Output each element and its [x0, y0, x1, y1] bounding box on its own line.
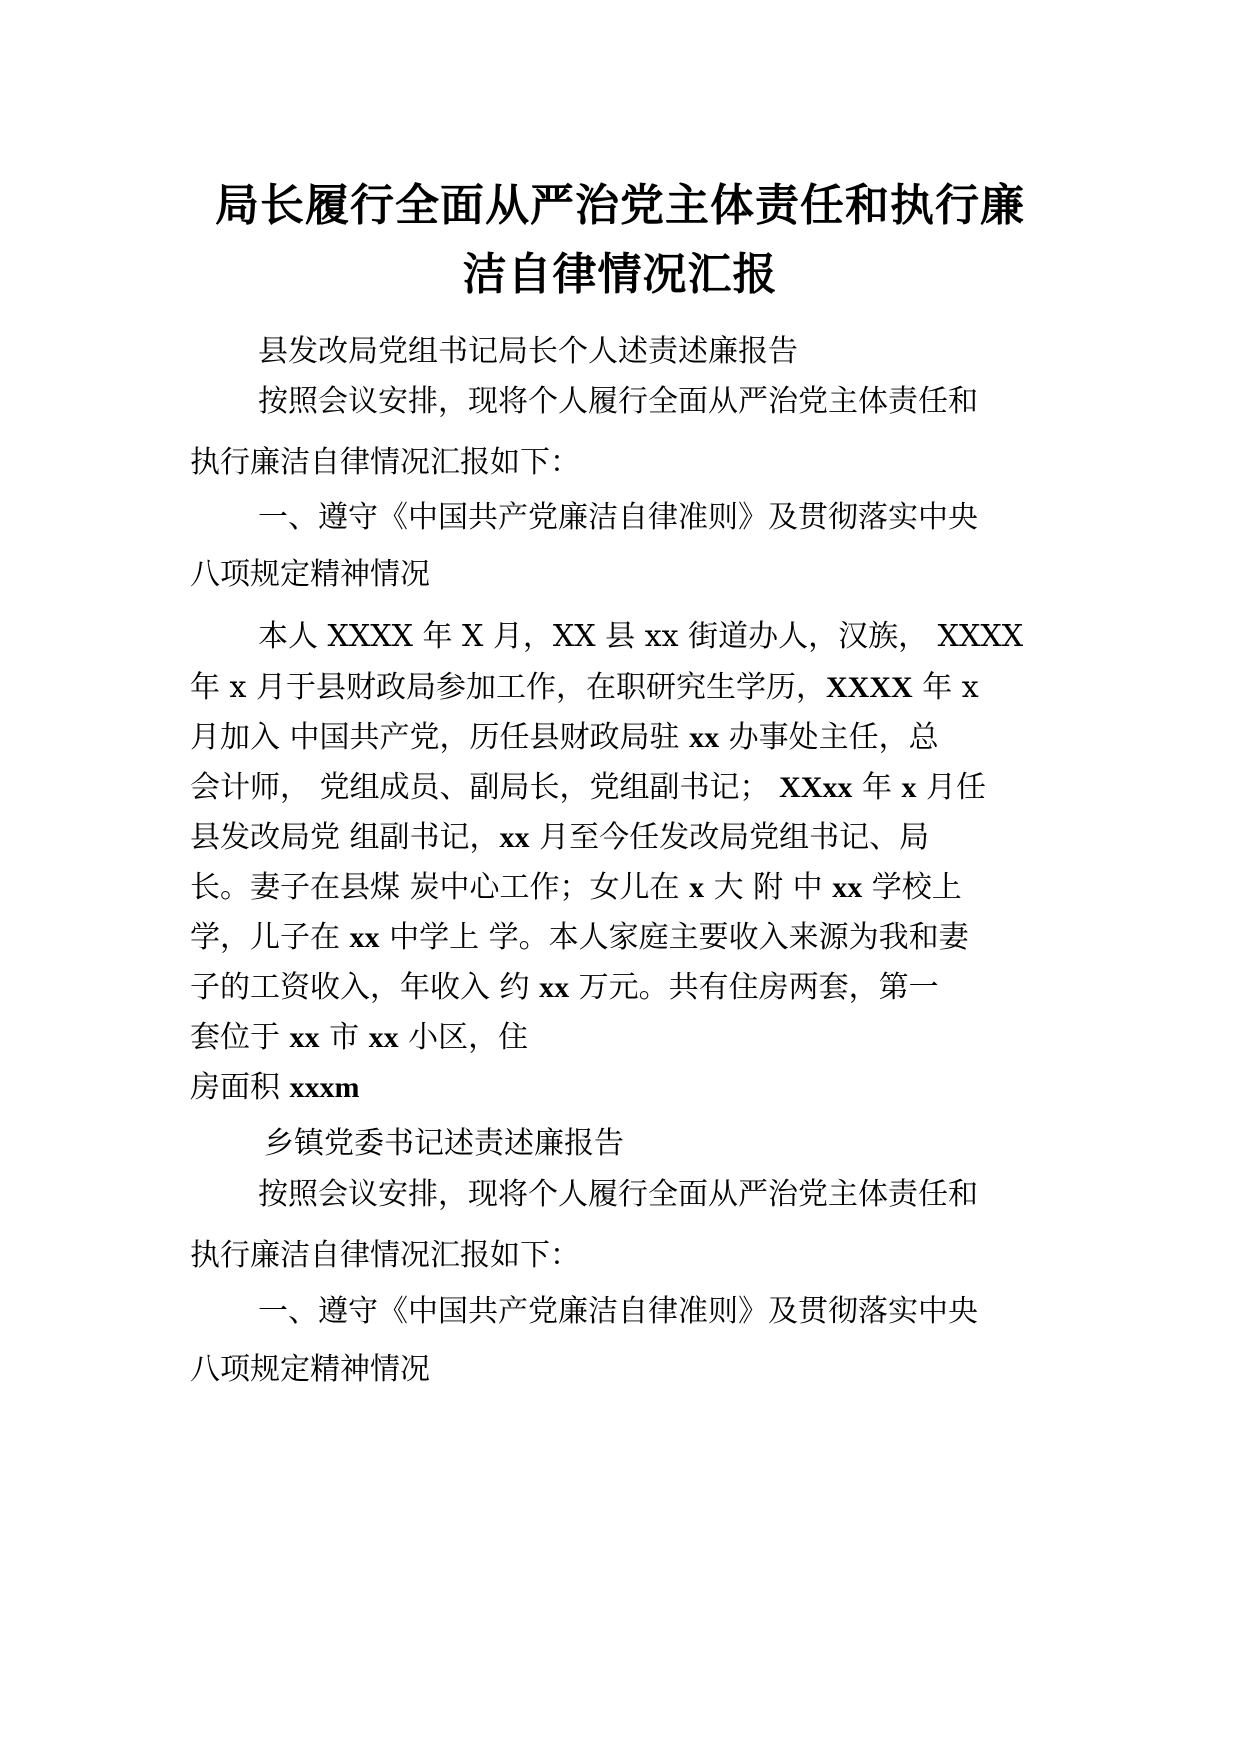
- section-2-heading: 乡镇党委书记述责述廉报告: [264, 1126, 624, 1161]
- bio-text: 县发改局党 组副书记，: [190, 820, 500, 855]
- bio-text: 万元。共有住房两套，第一: [569, 970, 939, 1005]
- bio-line-9: [190, 1018, 528, 1058]
- bio-bold-value: xx: [349, 921, 380, 954]
- section-2-point-1-line-1: 一、遵守《中国共产党廉洁自律准则》及贯彻落实中央: [258, 1294, 978, 1329]
- section-1-intro-line-1: 按照会议安排，现将个人履行全面从严治党主体责任和: [258, 384, 978, 419]
- bio-bold-value: xx: [539, 971, 570, 1004]
- bio-bold-value: xx: [368, 1021, 399, 1054]
- bio-bold-value: xxxm: [289, 1071, 360, 1104]
- bio-text: 市: [319, 1020, 369, 1055]
- bio-bold-value: xx: [499, 821, 530, 854]
- bio-text: 办事处主任，总: [719, 720, 939, 755]
- bio-line-6: [190, 868, 962, 908]
- bio-line-8: [190, 968, 939, 1008]
- bio-text: 年 x: [912, 670, 979, 705]
- bio-line-7: [190, 918, 969, 958]
- bio-text: 月至今任发改局党组书记、局: [529, 820, 930, 855]
- bio-line-3: [190, 718, 939, 758]
- bio-bold-value: xx: [689, 721, 720, 754]
- bio-text: 年 x 月于县财政局参加工作，在职研究生学历，: [190, 670, 826, 705]
- document-title-line-2: 洁自律情况汇报: [462, 249, 778, 300]
- document-title-line-1: 局长履行全面从严治党主体责任和执行廉: [215, 180, 1025, 231]
- section-1-intro-line-2: 执行廉洁自律情况汇报如下：: [190, 445, 580, 480]
- bio-line-4: [190, 768, 986, 808]
- section-2-point-1-line-2: 八项规定精神情况: [190, 1352, 430, 1387]
- section-2-intro-line-1: 按照会议安排，现将个人履行全面从严治党主体责任和: [258, 1177, 978, 1212]
- bio-bold-value: xx: [832, 871, 863, 904]
- bio-text: 中学上 学。本人家庭主要收入来源为我和妻: [379, 920, 969, 955]
- bio-bold-value: x: [901, 771, 917, 804]
- bio-text: 子的工资收入，年收入 约: [190, 970, 540, 1005]
- bio-line-1: 本人 XXXX 年 X 月，XX 县 xx 街道办人，汉族， XXXX: [258, 619, 1024, 654]
- bio-text: 小区，住: [398, 1020, 529, 1055]
- section-2-intro-line-2: 执行廉洁自律情况汇报如下：: [190, 1238, 580, 1273]
- bio-bold-value: xx: [289, 1021, 320, 1054]
- bio-text: 月加入 中国共产党，历任县财政局驻: [190, 720, 690, 755]
- section-1-point-1-line-2: 八项规定精神情况: [190, 557, 430, 592]
- bio-text: 房面积: [190, 1070, 290, 1105]
- bio-text: 大 附 中: [704, 870, 833, 905]
- section-1-heading: 县发改局党组书记局长个人述责述廉报告: [258, 334, 798, 369]
- bio-text: 学校上: [862, 870, 962, 905]
- bio-text: 年: [852, 770, 902, 805]
- bio-bold-value: x: [689, 871, 705, 904]
- bio-line-10: [190, 1068, 360, 1108]
- bio-text: 会计师， 党组成员、副局长，党组副书记；: [190, 770, 780, 805]
- bio-line-2: [190, 668, 979, 708]
- bio-bold-value: XXxx: [779, 771, 853, 804]
- bio-text: 月任: [916, 770, 987, 805]
- bio-text: 长。妻子在县煤 炭中心工作；女儿在: [190, 870, 690, 905]
- bio-text: 学，儿子在: [190, 920, 350, 955]
- bio-text: 套位于: [190, 1020, 290, 1055]
- bio-line-5: [190, 818, 929, 858]
- bio-bold-value: XXXX: [826, 671, 913, 704]
- section-1-point-1-line-1: 一、遵守《中国共产党廉洁自律准则》及贯彻落实中央: [258, 500, 978, 535]
